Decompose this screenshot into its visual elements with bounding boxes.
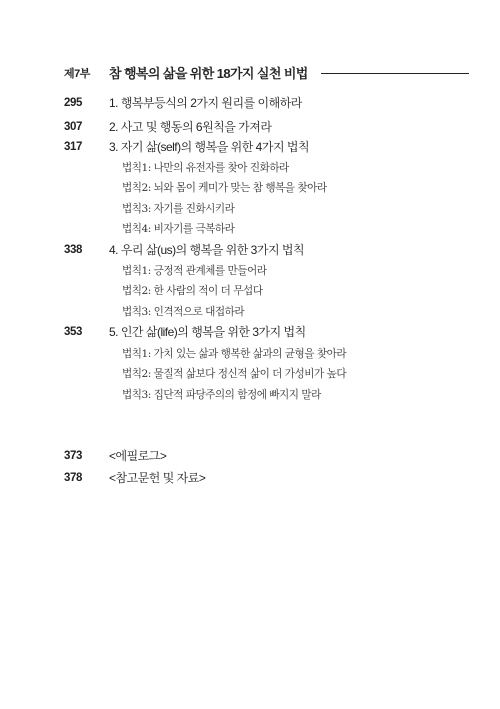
toc-law-entry xyxy=(64,385,424,405)
toc-chapter-title: 1. 행복부등식의 2가지 원리를 이해하라 xyxy=(109,96,302,110)
toc-chapter-title: <참고문헌 및 자료> xyxy=(109,471,206,485)
toc-law-text: 법칙4: 비자기를 극복하라 xyxy=(122,223,235,235)
toc-law-text: 법칙3: 인격적으로 대접하라 xyxy=(122,306,245,318)
part-divider-rule xyxy=(321,73,469,74)
toc-law-text: 법칙1: 가치 있는 삶과 행복한 삶과의 균형을 찾아라 xyxy=(122,348,347,360)
part-label: 제7부 xyxy=(64,68,90,80)
toc-law-text: 법칙1: 나만의 유전자를 찾아 진화하라 xyxy=(122,162,289,174)
toc-chapter-title: 2. 사고 및 행동의 6원칙을 가져라 xyxy=(109,120,272,134)
toc-entry-references xyxy=(64,468,424,488)
toc-law-entry xyxy=(64,178,424,198)
toc-law-entry xyxy=(64,261,424,281)
toc-chapter-title: 4. 우리 삶(us)의 행복을 위한 3가지 법칙 xyxy=(109,243,305,257)
toc-law-entry xyxy=(64,281,424,301)
toc-page-number: 307 xyxy=(64,121,82,133)
toc-law-text: 법칙3: 자기를 진화시키라 xyxy=(122,203,235,215)
toc-entry-chapter-5 xyxy=(64,322,424,342)
toc-chapter-title: <에필로그> xyxy=(109,449,167,463)
toc-law-entry xyxy=(64,219,424,239)
toc-law-text: 법칙1: 긍정적 관계체를 만들어라 xyxy=(122,265,267,277)
toc-page-number: 353 xyxy=(64,326,82,338)
part-title: 참 행복의 삶을 위한 18가지 실천 비법 xyxy=(109,66,308,81)
toc-law-entry xyxy=(64,344,424,364)
toc-page-number: 338 xyxy=(64,244,82,256)
toc-law-text: 법칙2: 뇌와 몸이 케미가 맞는 참 행복을 찾아라 xyxy=(122,182,327,194)
toc-chapter-title: 3. 자기 삶(self)의 행복을 위한 4가지 법칙 xyxy=(109,140,310,154)
toc-page-number: 317 xyxy=(64,141,82,153)
toc-law-text: 법칙2: 물질적 삶보다 정신적 삶이 더 가성비가 높다 xyxy=(122,368,347,380)
toc-page-number: 378 xyxy=(64,472,82,484)
toc-entry-chapter-3 xyxy=(64,137,424,157)
toc-law-text: 법칙3: 집단적 파당주의의 함정에 빠지지 말라 xyxy=(122,389,321,401)
toc-law-entry xyxy=(64,199,424,219)
toc-law-entry xyxy=(64,364,424,384)
part-header xyxy=(64,64,409,84)
toc-entry-epilogue xyxy=(64,446,424,466)
toc-chapter-title: 5. 인간 삶(life)의 행복을 위한 3가지 법칙 xyxy=(109,325,306,339)
toc-page-number: 373 xyxy=(64,450,82,462)
toc-law-entry xyxy=(64,158,424,178)
toc-page-number: 295 xyxy=(64,97,82,109)
toc-entry-chapter-2 xyxy=(64,117,424,137)
toc-entry-chapter-1 xyxy=(64,93,424,113)
toc-law-entry xyxy=(64,302,424,322)
toc-law-text: 법칙2: 한 사람의 적이 더 무섭다 xyxy=(122,285,263,297)
toc-entry-chapter-4 xyxy=(64,240,424,260)
